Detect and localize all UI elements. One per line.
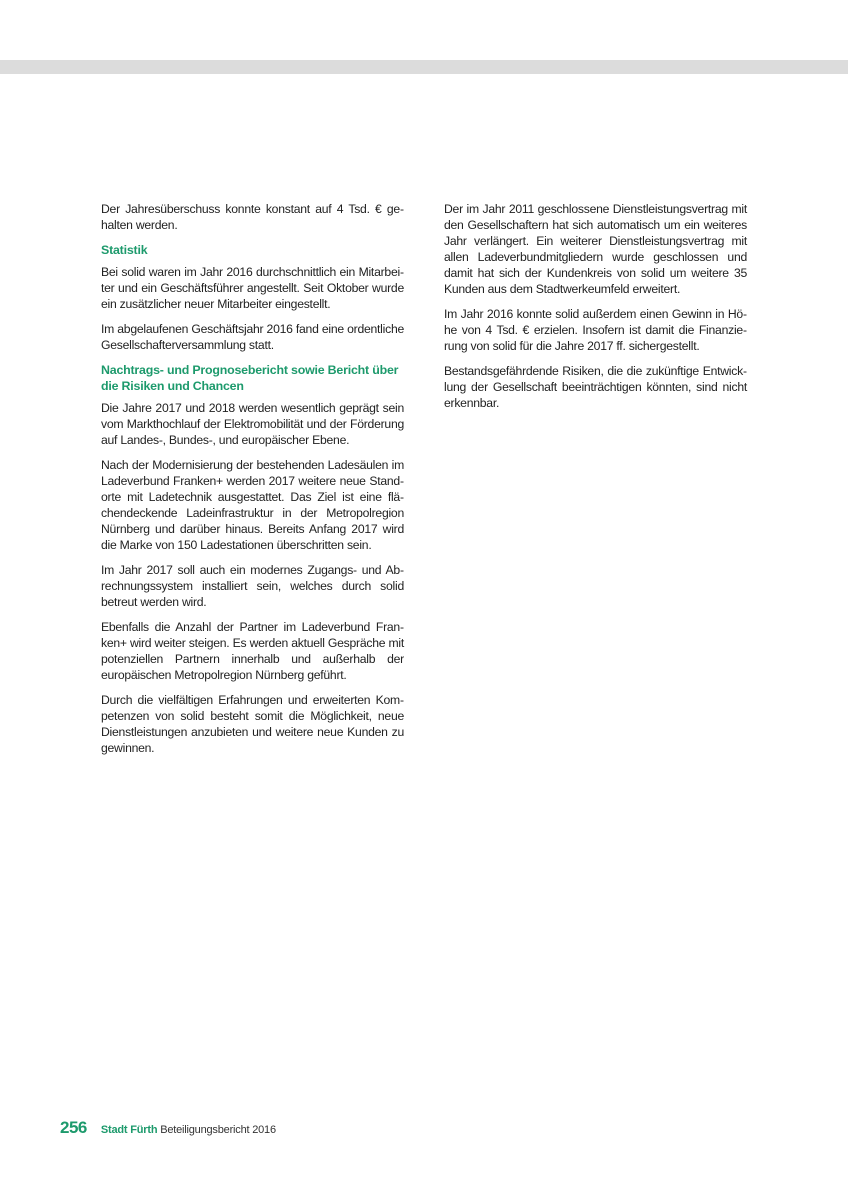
paragraph-jahre-2017-2018: Die Jahre 2017 und 2018 werden wesentlich geprägt sein vom Markthochlauf der Elektromobilität und der Förderung auf Landes-, Bundes-, und europäischer Ebene.: [101, 401, 404, 447]
footer-title: Beteiligungsbericht 2016: [160, 1124, 276, 1136]
heading-statistik: Statistik: [101, 243, 148, 257]
footer-caption: [101, 1124, 276, 1136]
paragraph-dienstleistungsvertrag: Der im Jahr 2011 geschlossene Dienstleistungsvertrag mit den Gesellschaftern hat sich automatisch um ein weiteres Jahr verlängert. Ein weiterer Dienstleistungsvertrag mit allen Ladeverbundmitgliedern wurde geschlossen und damit hat sich der Kundenkreis von solid um weitere 35 Kunden aus dem Stadtwerkeumfeld erweitert.: [444, 202, 747, 296]
paragraph-risiken: Bestandsgefährdende Risiken, die die zukünftige Entwicklung der Gesellschaft beeinträchtigen könnten, sind nicht erkennbar.: [444, 364, 747, 410]
paragraph-abrechnungssystem: Im Jahr 2017 soll auch ein modernes Zugangs- und Abrechnungssystem installiert sein, welches durch solid betreut werden wird.: [101, 563, 404, 609]
paragraph-kompetenzen: Durch die vielfältigen Erfahrungen und erweiterten Kompetenzen von solid besteht somit die Möglichkeit, neue Dienstleistungen anzubieten und weitere neue Kunden zu gewinnen.: [101, 693, 404, 755]
paragraph-jahresueberschuss: Der Jahresüberschuss konnte konstant auf 4 Tsd. € gehalten werden.: [101, 202, 404, 232]
paragraph-ladesaeulen: Nach der Modernisierung der bestehenden Ladesäulen im Ladeverbund Franken+ werden 2017 weitere neue Standorte mit Ladetechnik ausgestattet. Das Ziel ist eine flächendeckende Ladeinfrastruktur in der Metropolregion Nürnberg und darüber hinaus. Bereits Anfang 2017 wird die Marke von 150 Ladestationen überschritten sein.: [101, 458, 404, 552]
right-column: [444, 201, 747, 420]
paragraph-mitarbeiter: Bei solid waren im Jahr 2016 durchschnittlich ein Mitarbeiter und ein Geschäftsführer angestellt. Seit Oktober wurde ein zusätzlicher neuer Mitarbeiter eingestellt.: [101, 265, 404, 311]
page-footer: [60, 1118, 276, 1142]
heading-nachtragsbericht: Nachtrags- und Prognosebericht sowie Bericht über die Risiken und Chancen: [101, 363, 399, 393]
left-column: [101, 201, 404, 765]
page-number: 256: [60, 1118, 87, 1137]
paragraph-gewinn: Im Jahr 2016 konnte solid außerdem einen Gewinn in Höhe von 4 Tsd. € erzielen. Insofern ist damit die Finanzierung von solid für die Jahre 2017 ff. sichergestellt.: [444, 307, 747, 353]
footer-brand: Stadt Fürth: [100, 1124, 158, 1136]
paragraph-partner: Ebenfalls die Anzahl der Partner im Ladeverbund Franken+ wird weiter steigen. Es werden aktuell Gespräche mit potenziellen Partnern innerhalb und außerhalb der europäischen Metropolregion Nürnberg geführt.: [101, 620, 404, 682]
paragraph-gesellschafterversammlung: Im abgelaufenen Geschäftsjahr 2016 fand eine ordentliche Gesellschafterversammlung statt.: [101, 322, 404, 352]
header-band: [0, 60, 848, 74]
